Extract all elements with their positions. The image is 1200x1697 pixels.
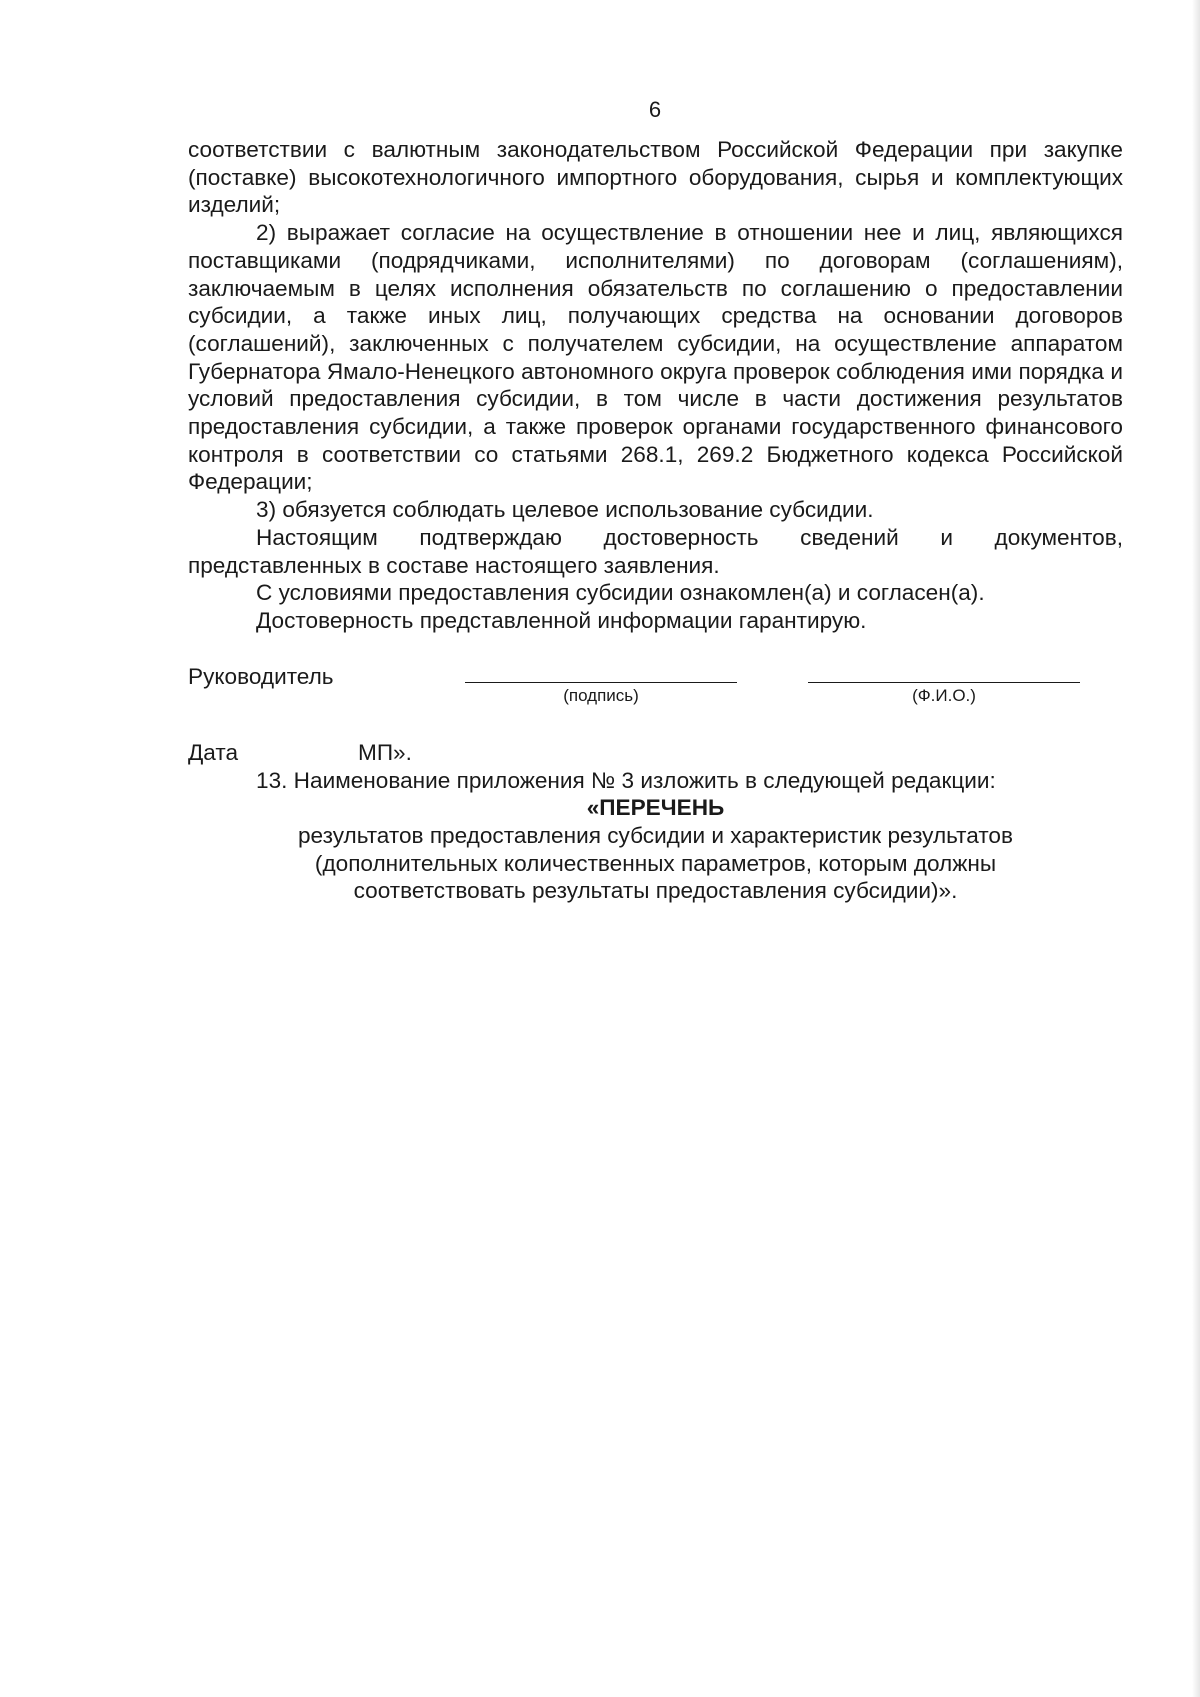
full-name-line [808,681,1080,683]
paragraph-consent-inspections: 2) выражает согласие на осуществление в отношении нее и лиц, являющихся поставщиками (подрядчиками, исполнителями) по договорам (соглашениям), заключаемым в целях исполнения обязательств по соглашению о предоставлении субсидии, а также иных лиц, получающих средства на основании договоров (соглашений), заключенных с получателем субсидии, на осуществление аппаратом Губернатора Ямало-Ненецкого автономного округа проверок соблюдения ими порядка и условий предоставления субсидии, в том числе в части достижения результатов предоставления субсидии, а также проверок органами государственного финансового контроля в соответствии со статьями 268.1, 269.2 Бюджетного кодекса Российской Федерации; [188,220,1123,495]
paragraph-target-use: 3) обязуется соблюдать целевое использование субсидии. [256,497,874,523]
date-stamp-row [188,739,1123,767]
annex-subtitle-line-2: (дополнительных количественных параметров, которым должны [314,850,997,876]
signature-caption: (подпись) [563,685,639,705]
stamp-place-label: МП». [358,739,412,765]
amendment-item-13: 13. Наименование приложения № 3 изложить в следующей редакции: [256,767,996,793]
page-edge-shadow [1192,0,1200,1697]
paragraph-currency-law: соответствии с валютным законодательством Российской Федерации при закупке (поставке) высокотехнологичного импортного оборудования, сырья и комплектующих изделий; [188,137,1123,218]
full-name-caption: (Ф.И.О.) [912,685,976,705]
document-body [188,136,1123,905]
page-number: 6 [648,97,662,122]
signature-block [188,663,1123,737]
signature-role-label: Руководитель [188,663,334,689]
annex-heading: «ПЕРЕЧЕНЬ [586,795,725,821]
paragraph-confirmation: Настоящим подтверждаю достоверность сведений и документов, представленных в составе настоящего заявления. [188,524,1123,578]
paragraph-conditions-agreement: С условиями предоставления субсидии ознакомлен(а) и согласен(а). [256,580,985,606]
signature-line [465,681,737,683]
annex-subtitle-line-3: соответствовать результаты предоставления субсидии)». [353,878,958,904]
annex-subtitle-line-1: результатов предоставления субсидии и характеристик результатов [297,823,1013,849]
paragraph-reliability-guarantee: Достоверность представленной информации гарантирую. [256,607,867,633]
date-label: Дата [188,739,239,765]
